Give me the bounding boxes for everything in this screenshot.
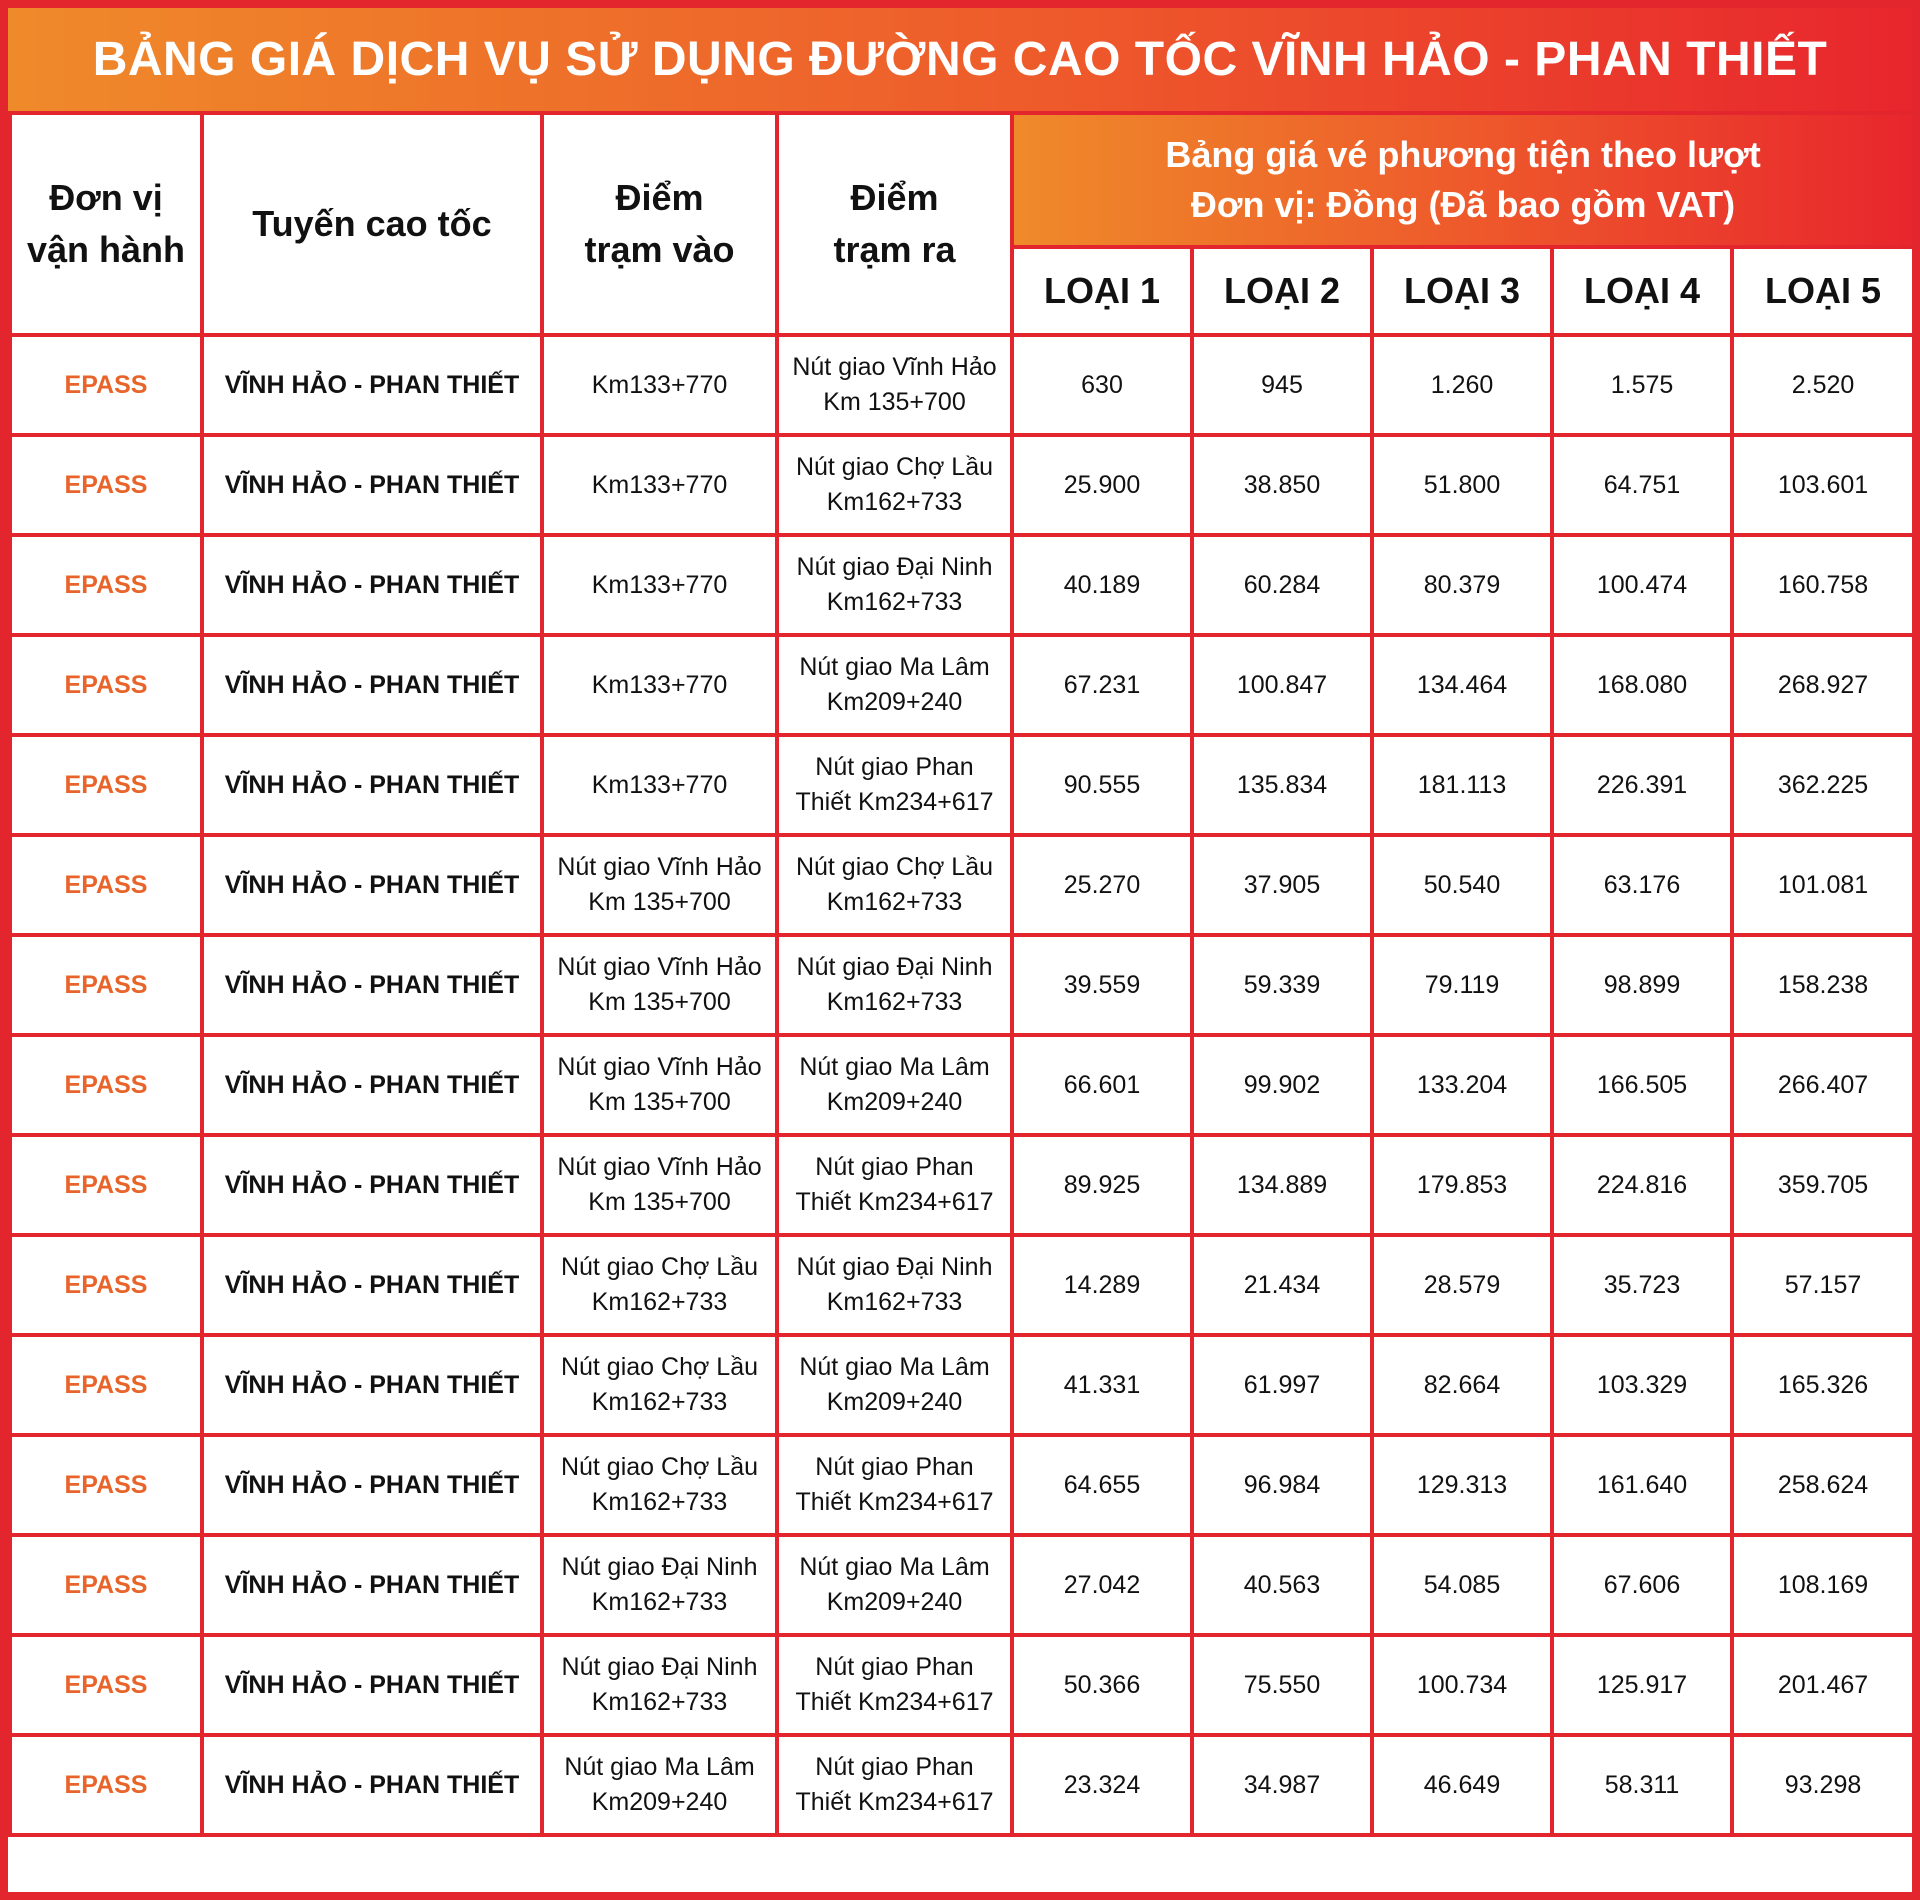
price-type-2-cell: 37.905 <box>1192 835 1372 935</box>
route-cell: VĨNH HẢO - PHAN THIẾT <box>202 335 542 435</box>
route-cell: VĨNH HẢO - PHAN THIẾT <box>202 1335 542 1435</box>
price-type-2-cell: 34.987 <box>1192 1735 1372 1835</box>
table-row <box>10 635 1914 735</box>
price-type-2-cell: 60.284 <box>1192 535 1372 635</box>
header-price-group-line2: Đơn vị: Đồng (Đã bao gồm VAT) <box>1190 184 1736 225</box>
operator-cell: EPASS <box>10 1135 202 1235</box>
operator-cell: EPASS <box>10 535 202 635</box>
price-type-1-cell: 90.555 <box>1012 735 1192 835</box>
exit-point-cell: Nút giao Vĩnh Hảo Km 135+700 <box>777 335 1012 435</box>
price-type-2-cell: 100.847 <box>1192 635 1372 735</box>
route-cell: VĨNH HẢO - PHAN THIẾT <box>202 1535 542 1635</box>
price-type-2-cell: 59.339 <box>1192 935 1372 1035</box>
price-type-2-cell: 134.889 <box>1192 1135 1372 1235</box>
route-cell: VĨNH HẢO - PHAN THIẾT <box>202 1135 542 1235</box>
header-operator: Đơn vị vận hành <box>10 113 202 335</box>
header-entry-point: Điểm trạm vào <box>542 113 777 335</box>
exit-point-cell: Nút giao Đại Ninh Km162+733 <box>777 935 1012 1035</box>
price-type-4-cell: 58.311 <box>1552 1735 1732 1835</box>
price-type-4-cell: 1.575 <box>1552 335 1732 435</box>
price-type-3-cell: 179.853 <box>1372 1135 1552 1235</box>
route-cell: VĨNH HẢO - PHAN THIẾT <box>202 435 542 535</box>
operator-cell: EPASS <box>10 1235 202 1335</box>
table-row <box>10 735 1914 835</box>
price-type-3-cell: 133.204 <box>1372 1035 1552 1135</box>
table-row <box>10 1135 1914 1235</box>
route-cell: VĨNH HẢO - PHAN THIẾT <box>202 935 542 1035</box>
route-cell: VĨNH HẢO - PHAN THIẾT <box>202 635 542 735</box>
price-type-4-cell: 166.505 <box>1552 1035 1732 1135</box>
price-type-5-cell: 158.238 <box>1732 935 1914 1035</box>
route-cell: VĨNH HẢO - PHAN THIẾT <box>202 1435 542 1535</box>
route-cell: VĨNH HẢO - PHAN THIẾT <box>202 1235 542 1335</box>
price-type-1-cell: 64.655 <box>1012 1435 1192 1535</box>
price-type-4-cell: 161.640 <box>1552 1435 1732 1535</box>
price-type-1-cell: 27.042 <box>1012 1535 1192 1635</box>
exit-point-cell: Nút giao Chợ Lầu Km162+733 <box>777 435 1012 535</box>
price-type-3-cell: 181.113 <box>1372 735 1552 835</box>
price-type-5-cell: 362.225 <box>1732 735 1914 835</box>
price-type-1-cell: 67.231 <box>1012 635 1192 735</box>
entry-point-cell: Nút giao Vĩnh Hảo Km 135+700 <box>542 1035 777 1135</box>
exit-point-cell: Nút giao Đại Ninh Km162+733 <box>777 535 1012 635</box>
price-type-1-cell: 41.331 <box>1012 1335 1192 1435</box>
route-cell: VĨNH HẢO - PHAN THIẾT <box>202 1035 542 1135</box>
table-row <box>10 335 1914 435</box>
operator-cell: EPASS <box>10 635 202 735</box>
price-type-5-cell: 258.624 <box>1732 1435 1914 1535</box>
header-exit-point: Điểm trạm ra <box>777 113 1012 335</box>
route-cell: VĨNH HẢO - PHAN THIẾT <box>202 1635 542 1735</box>
operator-cell: EPASS <box>10 1035 202 1135</box>
price-type-3-cell: 134.464 <box>1372 635 1552 735</box>
table-row <box>10 535 1914 635</box>
price-type-1-cell: 25.270 <box>1012 835 1192 935</box>
price-type-4-cell: 98.899 <box>1552 935 1732 1035</box>
table-row <box>10 435 1914 535</box>
table-row <box>10 1435 1914 1535</box>
price-type-4-cell: 125.917 <box>1552 1635 1732 1735</box>
price-type-2-cell: 38.850 <box>1192 435 1372 535</box>
exit-point-cell: Nút giao Ma Lâm Km209+240 <box>777 1035 1012 1135</box>
price-type-1-cell: 39.559 <box>1012 935 1192 1035</box>
entry-point-cell: Nút giao Đại Ninh Km162+733 <box>542 1535 777 1635</box>
price-type-4-cell: 224.816 <box>1552 1135 1732 1235</box>
table-row <box>10 1735 1914 1835</box>
exit-point-cell: Nút giao Chợ Lầu Km162+733 <box>777 835 1012 935</box>
table-row <box>10 1335 1914 1435</box>
exit-point-cell: Nút giao Phan Thiết Km234+617 <box>777 1435 1012 1535</box>
price-type-1-cell: 14.289 <box>1012 1235 1192 1335</box>
price-type-5-cell: 103.601 <box>1732 435 1914 535</box>
entry-point-cell: Nút giao Đại Ninh Km162+733 <box>542 1635 777 1735</box>
operator-cell: EPASS <box>10 1335 202 1435</box>
entry-point-cell: Km133+770 <box>542 435 777 535</box>
price-type-1-cell: 630 <box>1012 335 1192 435</box>
price-type-3-cell: 1.260 <box>1372 335 1552 435</box>
price-type-3-cell: 100.734 <box>1372 1635 1552 1735</box>
price-type-3-cell: 79.119 <box>1372 935 1552 1035</box>
price-type-3-cell: 51.800 <box>1372 435 1552 535</box>
header-type-2: LOẠI 2 <box>1192 247 1372 335</box>
table-body <box>10 335 1914 1835</box>
price-type-1-cell: 23.324 <box>1012 1735 1192 1835</box>
operator-cell: EPASS <box>10 435 202 535</box>
price-type-2-cell: 40.563 <box>1192 1535 1372 1635</box>
header-route: Tuyến cao tốc <box>202 113 542 335</box>
table-row <box>10 1235 1914 1335</box>
header-type-1: LOẠI 1 <box>1012 247 1192 335</box>
price-type-5-cell: 165.326 <box>1732 1335 1914 1435</box>
header-type-5: LOẠI 5 <box>1732 247 1914 335</box>
price-type-3-cell: 54.085 <box>1372 1535 1552 1635</box>
price-type-1-cell: 50.366 <box>1012 1635 1192 1735</box>
exit-point-cell: Nút giao Phan Thiết Km234+617 <box>777 735 1012 835</box>
header-price-group <box>1012 113 1914 247</box>
price-type-1-cell: 89.925 <box>1012 1135 1192 1235</box>
price-type-1-cell: 25.900 <box>1012 435 1192 535</box>
operator-cell: EPASS <box>10 335 202 435</box>
price-type-3-cell: 80.379 <box>1372 535 1552 635</box>
entry-point-cell: Nút giao Vĩnh Hảo Km 135+700 <box>542 935 777 1035</box>
exit-point-cell: Nút giao Phan Thiết Km234+617 <box>777 1635 1012 1735</box>
price-type-5-cell: 268.927 <box>1732 635 1914 735</box>
price-type-5-cell: 108.169 <box>1732 1535 1914 1635</box>
price-type-1-cell: 66.601 <box>1012 1035 1192 1135</box>
entry-point-cell: Km133+770 <box>542 535 777 635</box>
price-type-3-cell: 50.540 <box>1372 835 1552 935</box>
price-type-3-cell: 46.649 <box>1372 1735 1552 1835</box>
price-type-3-cell: 129.313 <box>1372 1435 1552 1535</box>
price-type-5-cell: 57.157 <box>1732 1235 1914 1335</box>
table-row <box>10 1035 1914 1135</box>
exit-point-cell: Nút giao Ma Lâm Km209+240 <box>777 635 1012 735</box>
price-type-5-cell: 160.758 <box>1732 535 1914 635</box>
operator-cell: EPASS <box>10 1635 202 1735</box>
price-type-4-cell: 168.080 <box>1552 635 1732 735</box>
price-type-4-cell: 67.606 <box>1552 1535 1732 1635</box>
price-type-4-cell: 63.176 <box>1552 835 1732 935</box>
price-type-5-cell: 93.298 <box>1732 1735 1914 1835</box>
exit-point-cell: Nút giao Phan Thiết Km234+617 <box>777 1735 1012 1835</box>
exit-point-cell: Nút giao Ma Lâm Km209+240 <box>777 1535 1012 1635</box>
header-type-4: LOẠI 4 <box>1552 247 1732 335</box>
entry-point-cell: Km133+770 <box>542 735 777 835</box>
price-type-3-cell: 28.579 <box>1372 1235 1552 1335</box>
price-type-5-cell: 201.467 <box>1732 1635 1914 1735</box>
price-type-5-cell: 266.407 <box>1732 1035 1914 1135</box>
operator-cell: EPASS <box>10 1435 202 1535</box>
page-title: BẢNG GIÁ DỊCH VỤ SỬ DỤNG ĐƯỜNG CAO TỐC VĨNH HẢO - PHAN THIẾT <box>8 8 1912 111</box>
price-type-2-cell: 99.902 <box>1192 1035 1372 1135</box>
price-type-5-cell: 101.081 <box>1732 835 1914 935</box>
operator-cell: EPASS <box>10 1735 202 1835</box>
price-type-2-cell: 945 <box>1192 335 1372 435</box>
route-cell: VĨNH HẢO - PHAN THIẾT <box>202 535 542 635</box>
operator-cell: EPASS <box>10 935 202 1035</box>
table-row <box>10 935 1914 1035</box>
price-type-4-cell: 103.329 <box>1552 1335 1732 1435</box>
entry-point-cell: Km133+770 <box>542 335 777 435</box>
price-type-1-cell: 40.189 <box>1012 535 1192 635</box>
price-type-4-cell: 100.474 <box>1552 535 1732 635</box>
table-row <box>10 835 1914 935</box>
route-cell: VĨNH HẢO - PHAN THIẾT <box>202 735 542 835</box>
entry-point-cell: Nút giao Vĩnh Hảo Km 135+700 <box>542 835 777 935</box>
operator-cell: EPASS <box>10 1535 202 1635</box>
entry-point-cell: Nút giao Chợ Lầu Km162+733 <box>542 1435 777 1535</box>
table-row <box>10 1535 1914 1635</box>
route-cell: VĨNH HẢO - PHAN THIẾT <box>202 1735 542 1835</box>
operator-cell: EPASS <box>10 835 202 935</box>
toll-price-table <box>8 111 1916 1837</box>
header-price-group-line1: Bảng giá vé phương tiện theo lượt <box>1165 134 1761 175</box>
price-type-2-cell: 61.997 <box>1192 1335 1372 1435</box>
entry-point-cell: Nút giao Vĩnh Hảo Km 135+700 <box>542 1135 777 1235</box>
exit-point-cell: Nút giao Ma Lâm Km209+240 <box>777 1335 1012 1435</box>
price-type-5-cell: 2.520 <box>1732 335 1914 435</box>
route-cell: VĨNH HẢO - PHAN THIẾT <box>202 835 542 935</box>
price-type-3-cell: 82.664 <box>1372 1335 1552 1435</box>
price-type-2-cell: 75.550 <box>1192 1635 1372 1735</box>
price-type-2-cell: 135.834 <box>1192 735 1372 835</box>
table-row <box>10 1635 1914 1735</box>
price-type-4-cell: 35.723 <box>1552 1235 1732 1335</box>
price-type-2-cell: 96.984 <box>1192 1435 1372 1535</box>
entry-point-cell: Km133+770 <box>542 635 777 735</box>
price-type-4-cell: 226.391 <box>1552 735 1732 835</box>
exit-point-cell: Nút giao Đại Ninh Km162+733 <box>777 1235 1012 1335</box>
entry-point-cell: Nút giao Ma Lâm Km209+240 <box>542 1735 777 1835</box>
entry-point-cell: Nút giao Chợ Lầu Km162+733 <box>542 1335 777 1435</box>
operator-cell: EPASS <box>10 735 202 835</box>
exit-point-cell: Nút giao Phan Thiết Km234+617 <box>777 1135 1012 1235</box>
price-type-4-cell: 64.751 <box>1552 435 1732 535</box>
header-type-3: LOẠI 3 <box>1372 247 1552 335</box>
entry-point-cell: Nút giao Chợ Lầu Km162+733 <box>542 1235 777 1335</box>
price-type-5-cell: 359.705 <box>1732 1135 1914 1235</box>
price-type-2-cell: 21.434 <box>1192 1235 1372 1335</box>
